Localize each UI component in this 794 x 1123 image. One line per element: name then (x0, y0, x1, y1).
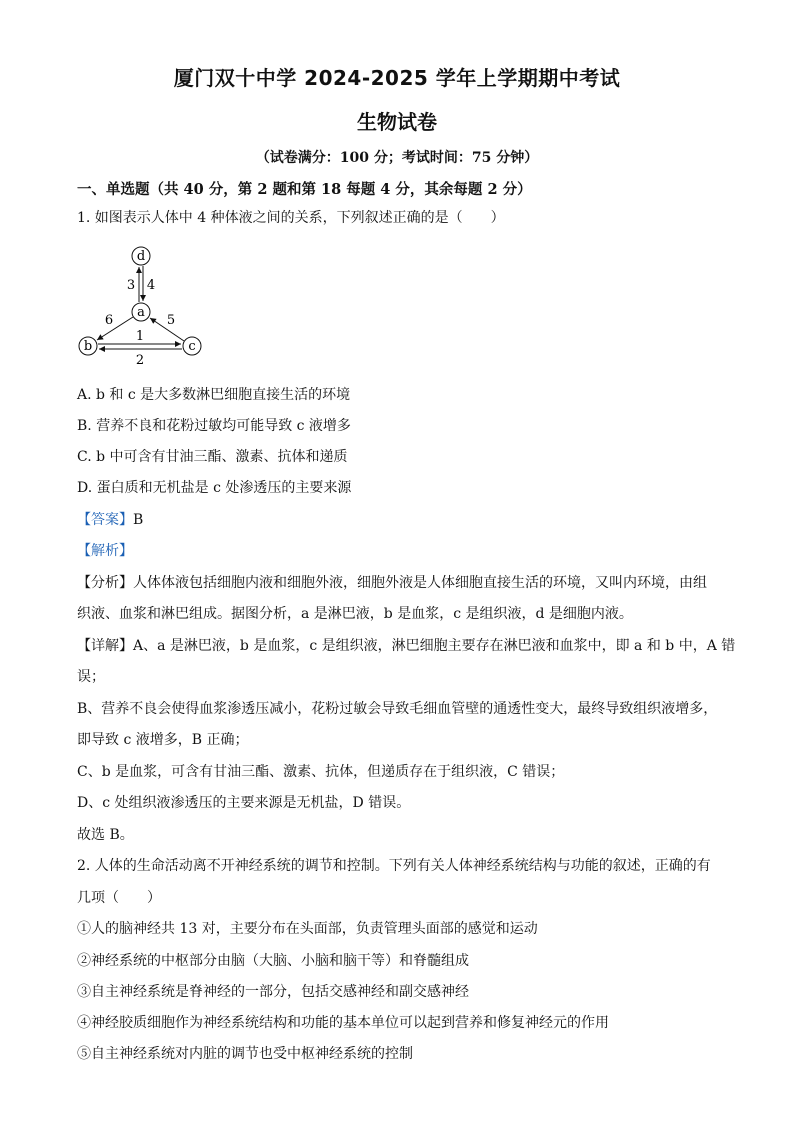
arrow-6 (97, 317, 133, 340)
q1-fenxi-line-2: 织液、血浆和淋巴组成。据图分析，a 是淋巴液，b 是血浆，c 是组织液，d 是细胞内液。 (77, 606, 633, 622)
q1-c-line: C、b 是血浆，可含有甘油三酯、激素、抗体，但递质存在于组织液，C 错误； (77, 764, 565, 780)
q1-xiangjie-line-2: 误； (77, 669, 105, 685)
question-1-stem: 1. 如图表示人体中 4 种体液之间的关系，下列叙述正确的是（ ） (77, 210, 505, 226)
exam-meta: （试卷满分：100 分；考试时间：75 分钟） (255, 150, 539, 166)
arrow-4-label: 4 (146, 278, 156, 293)
analysis-label: 【解析】 (77, 543, 133, 559)
q2-item-1: ①人的脑神经共 13 对，主要分布在头面部，负责管理头面部的感觉和运动 (77, 921, 538, 937)
exam-title: 厦门双十中学 2024-2025 学年上学期期中考试 (173, 66, 621, 90)
arrow-3-label: 3 (126, 278, 136, 293)
q1-option-d: D. 蛋白质和无机盐是 c 处渗透压的主要来源 (77, 480, 352, 496)
q1-fenxi-line-1 (77, 573, 707, 593)
q2-item-4: ④神经胶质细胞作为神经系统结构和功能的基本单位可以起到营养和修复神经元的作用 (77, 1015, 609, 1031)
arrow-1-label: 1 (135, 329, 145, 344)
q1-analysis-label (77, 541, 133, 561)
q1-option-b: B. 营养不良和花粉过敏均可能导致 c 液增多 (77, 418, 351, 434)
question-2-stem-line-1: 2. 人体的生命活动离不开神经系统的调节和控制。下列有关人体神经系统结构与功能的叙述，正确的有 (77, 858, 711, 874)
node-a-label: a (137, 305, 145, 320)
answer-value: B (133, 512, 144, 528)
q1-b-line-1: B、营养不良会使得血浆渗透压减小，花粉过敏会导致毛细血管壁的通透性变大，最终导致组织液增多， (77, 701, 718, 717)
q2-item-3: ③自主神经系统是脊神经的一部分，包括交感神经和副交感神经 (77, 984, 469, 1000)
arrow-2-label: 2 (135, 353, 145, 368)
exam-subject: 生物试卷 (357, 110, 437, 134)
arrow-5-label: 5 (166, 313, 176, 328)
xiangjie-label: 【详解】 (77, 638, 133, 654)
question-2-stem-line-2: 几项（ ） (77, 890, 161, 906)
q1-answer (77, 510, 143, 530)
q1-option-c: C. b 中可含有甘油三酯、激素、抗体和递质 (77, 449, 348, 465)
node-c-label: c (188, 339, 196, 354)
q1-xiangjie-line-1 (77, 636, 735, 656)
answer-label: 【答案】 (77, 512, 133, 528)
q1-conclusion: 故选 B。 (77, 827, 134, 843)
node-d-label: d (136, 249, 146, 264)
arrow-6-label: 6 (104, 313, 114, 328)
fenxi-text-1: 人体体液包括细胞内液和细胞外液，细胞外液是人体细胞直接生活的环境，又叫内环境，由组 (133, 575, 707, 591)
q2-item-5: ⑤自主神经系统对内脏的调节也受中枢神经系统的控制 (77, 1046, 413, 1062)
q1-d-line: D、c 处组织液渗透压的主要来源是无机盐，D 错误。 (77, 795, 411, 811)
xiangjie-text-1: A、a 是淋巴液，b 是血浆，c 是组织液，淋巴细胞主要存在淋巴液和血浆中，即 a 和 b 中，A 错 (133, 638, 736, 654)
fenxi-label: 【分析】 (77, 575, 133, 591)
node-b-label: b (83, 339, 93, 354)
body-fluid-diagram (72, 240, 212, 372)
q2-item-2: ②神经系统的中枢部分由脑（大脑、小脑和脑干等）和脊髓组成 (77, 953, 469, 969)
q1-option-a: A. b 和 c 是大多数淋巴细胞直接生活的环境 (77, 387, 351, 403)
q1-b-line-2: 即导致 c 液增多，B 正确； (77, 732, 249, 748)
section-heading: 一、单选题（共 40 分，第 2 题和第 18 每题 4 分，其余每题 2 分） (77, 181, 532, 198)
